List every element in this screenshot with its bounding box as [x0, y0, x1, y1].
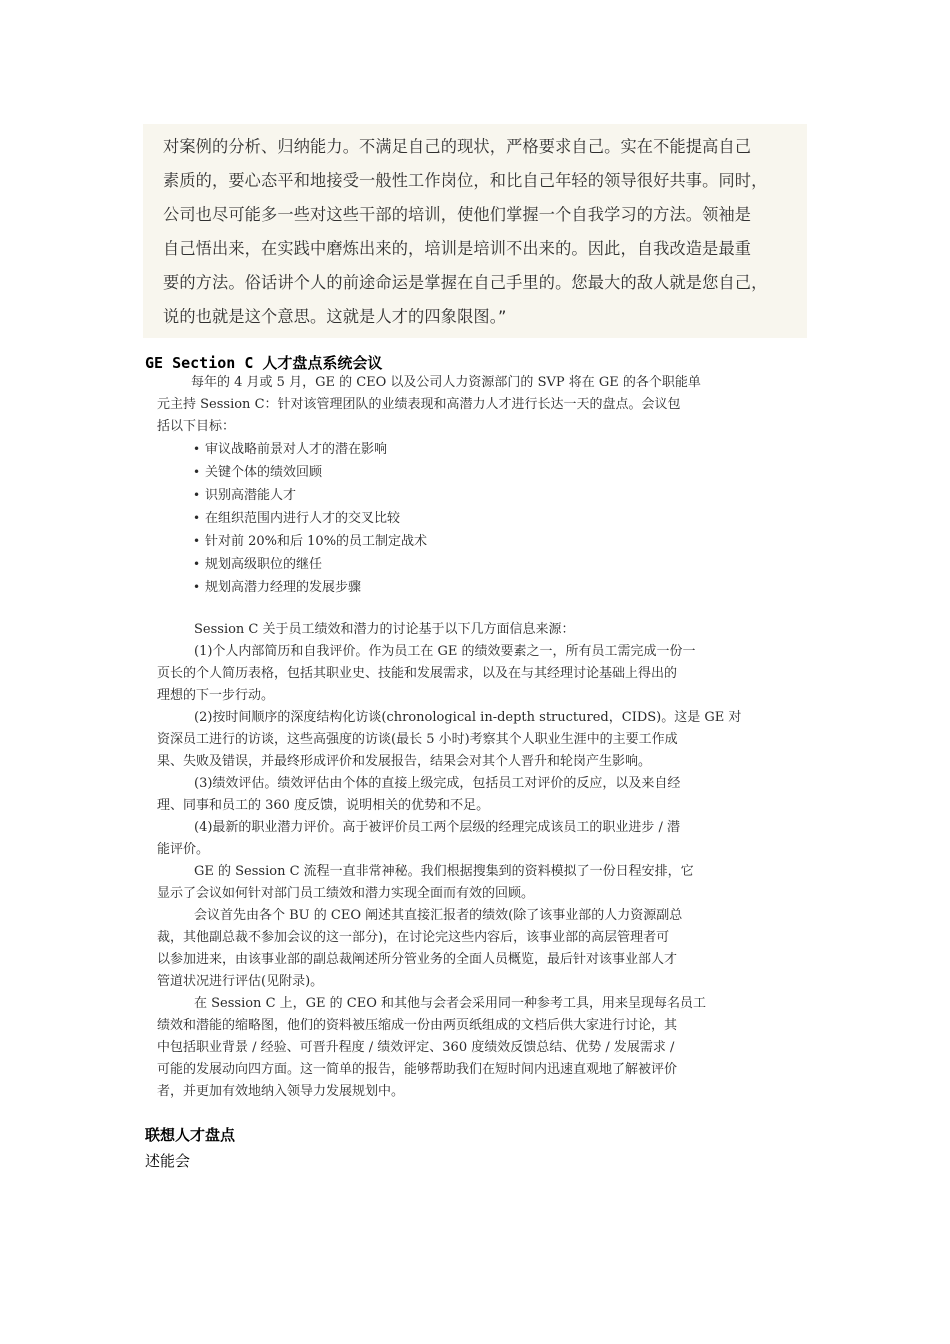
quote-line: 素质的，要心态平和地接受一般性工作岗位，和比自己年轻的领导很好共事。同时，: [163, 171, 768, 190]
quote-line: 公司也尽可能多一些对这些干部的培训，使他们掌握一个自我学习的方法。领袖是: [163, 205, 752, 224]
list-item: • 关键个体的绩效回顾: [193, 461, 777, 484]
source-3-line: (3)绩效评估。绩效评估由个体的直接上级完成，包括员工对评价的反应，以及来自经: [194, 776, 681, 791]
bullet-icon: •: [193, 580, 201, 594]
tool-line: 绩效和潜能的缩略图，他们的资料被压缩成一份由两页纸组成的文档后供大家进行讨论，其: [157, 1018, 678, 1033]
bullet-icon: •: [193, 488, 201, 502]
bullet-icon: •: [193, 511, 201, 525]
list-item: • 规划高级职位的继任: [193, 553, 777, 576]
list-item: • 规划高潜力经理的发展步骤: [193, 576, 777, 599]
source-1-line: 页长的个人简历表格，包括其职业史、技能和发展需求，以及在与其经理讨论基础上得出的: [157, 666, 678, 681]
quote-line: 自己悟出来，在实践中磨炼出来的，培训是培训不出来的。因此，自我改造是最重: [163, 239, 752, 258]
list-item: • 针对前 20%和后 10%的员工制定战术: [193, 530, 777, 553]
tool-line: 可能的发展动向四方面。这一简单的报告，能够帮助我们在短时间内迅速直观地了解被评价: [157, 1062, 678, 1077]
quote-line: 说的也就是这个意思。这就是人才的四象限图。”: [163, 307, 507, 326]
list-item: • 审议战略前景对人才的潜在影响: [193, 438, 777, 461]
bullet-icon: •: [193, 534, 201, 548]
tool-line: 在 Session C 上，GE 的 CEO 和其他与会者会采用同一种参考工具，用来呈现每名员工: [194, 996, 707, 1011]
ge-section-body: [157, 372, 777, 1103]
tool-line: 者，并更加有效地纳入领导力发展规划中。: [157, 1084, 405, 1099]
list-item: • 识别高潜能人才: [193, 484, 777, 507]
goals-list: [157, 438, 777, 599]
quote-line: 对案例的分析、归纳能力。不满足自己的现状，严格要求自己。实在不能提高自己: [163, 137, 752, 156]
meeting-line: 会议首先由各个 BU 的 CEO 阐述其直接汇报者的绩效(除了该事业部的人力资源副总: [194, 908, 683, 923]
source-2-line: 资深员工进行的访谈，这些高强度的访谈(最长 5 小时)考察其个人职业生涯中的主要工作成: [157, 732, 678, 747]
process-line: 显示了会议如何针对部门员工绩效和潜力实现全面而有效的回顾。: [157, 886, 535, 901]
tool-line: 中包括职业背景 / 经验、可晋升程度 / 绩效评定、360 度绩效反馈总结、优势 / 发展需求 /: [157, 1040, 675, 1055]
intro-line: 元主持 Session C：针对该管理团队的业绩表现和高潜力人才进行长达一天的盘点。会议包: [157, 397, 681, 412]
quote-box: [143, 124, 807, 338]
lenovo-heading: 联想人才盘点: [145, 1126, 236, 1144]
bullet-icon: •: [193, 557, 201, 571]
meeting-line: 裁，其他副总裁不参加会议的这一部分)，在讨论完这些内容后，该事业部的高层管理者可: [157, 930, 670, 945]
list-item: • 在组织范围内进行人才的交叉比较: [193, 507, 777, 530]
source-2-line: (2)按时间顺序的深度结构化访谈(chronological in-depth structured，CIDS)。这是 GE 对: [194, 710, 742, 725]
intro-line: 括以下目标：: [157, 419, 236, 434]
source-3-line: 理、同事和员工的 360 度反馈，说明相关的优势和不足。: [157, 798, 490, 813]
bullet-icon: •: [193, 442, 201, 456]
source-4-line: 能评价。: [157, 842, 210, 857]
spacer: [157, 599, 777, 619]
meeting-line: 以参加进来，由该事业部的副总裁阐述所分管业务的全面人员概览，最后针对该事业部人才: [157, 952, 678, 967]
meeting-line: 管道状况进行评估(见附录)。: [157, 974, 324, 989]
source-1-line: 理想的下一步行动。: [157, 688, 275, 703]
intro-line: 每年的 4 月或 5 月，GE 的 CEO 以及公司人力资源部门的 SVP 将在 GE 的各个职能单: [191, 375, 701, 390]
source-2-line: 果、失败及错误，并最终形成评价和发展报告，结果会对其个人晋升和轮岗产生影响。: [157, 754, 652, 769]
lenovo-subheading: 述能会: [145, 1152, 191, 1170]
process-line: GE 的 Session C 流程一直非常神秘。我们根据搜集到的资料模拟了一份日程安排，它: [194, 864, 694, 879]
source-1-line: (1)个人内部简历和自我评价。作为员工在 GE 的绩效要素之一，所有员工需完成一份一: [194, 644, 696, 659]
sources-intro: Session C 关于员工绩效和潜力的讨论基于以下几方面信息来源：: [194, 622, 575, 637]
quote-line: 要的方法。俗话讲个人的前途命运是掌握在自己手里的。您最大的敌人就是您自己，: [163, 273, 768, 292]
bullet-icon: •: [193, 465, 201, 479]
ge-section-heading: GE Section C 人才盘点系统会议: [145, 354, 383, 372]
source-4-line: (4)最新的职业潜力评价。高于被评价员工两个层级的经理完成该员工的职业进步 / 潜: [194, 820, 681, 835]
